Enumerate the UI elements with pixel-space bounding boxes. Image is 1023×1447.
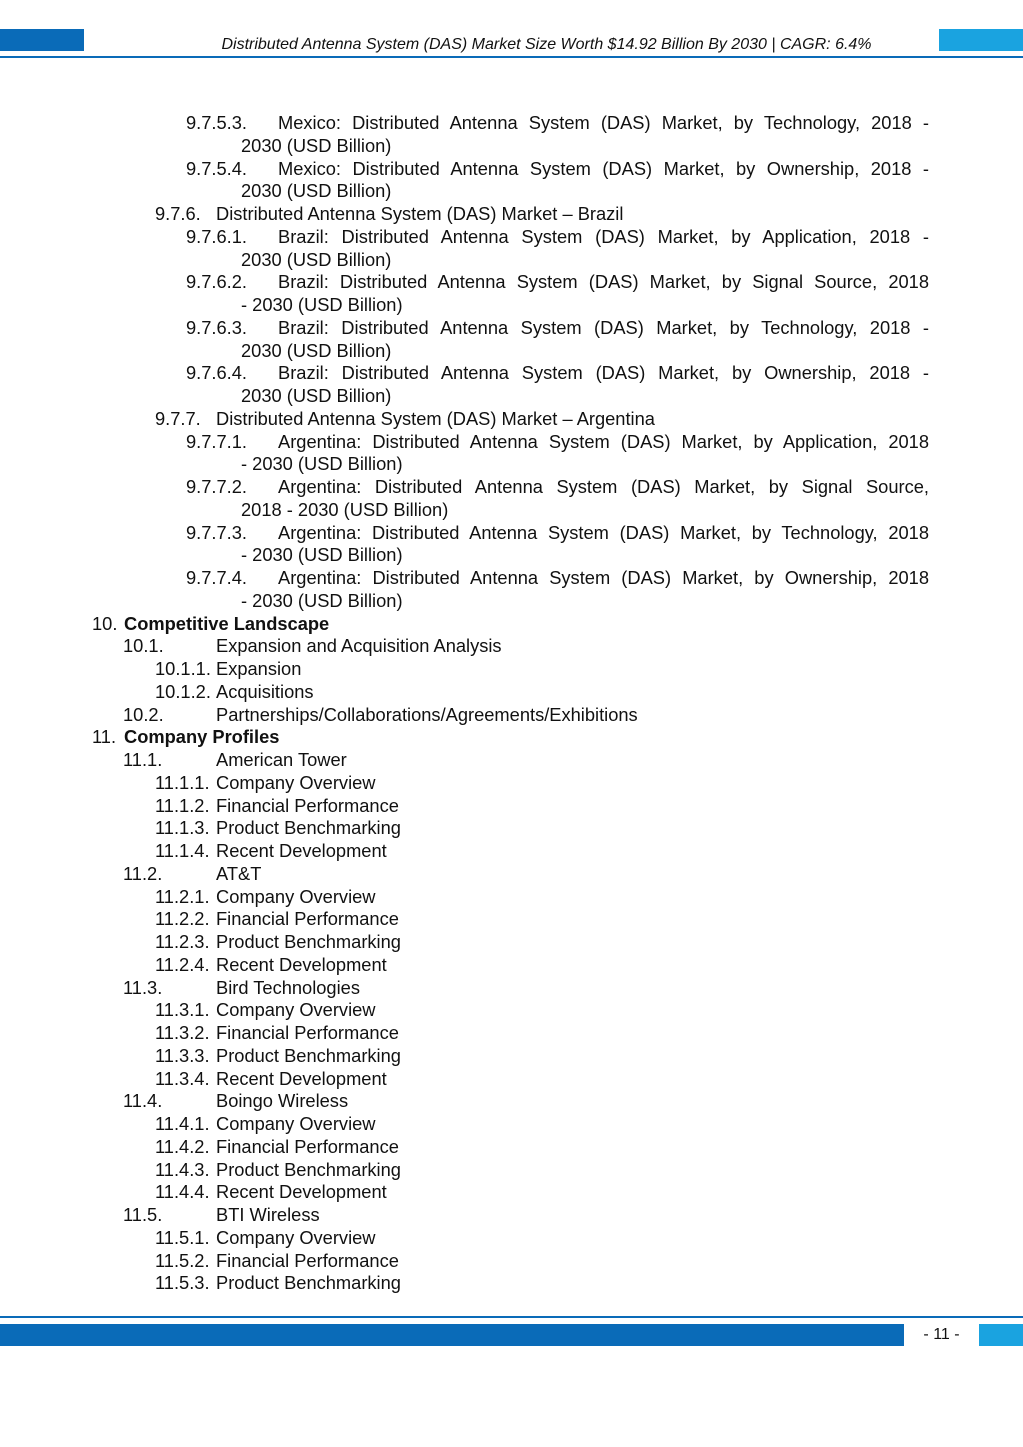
toc-entry-title: Argentina: Distributed Antenna System (DAS) Market, by Technology, 2018 [278, 521, 929, 543]
toc-entry [0, 362, 1023, 408]
toc-entry [0, 931, 1023, 954]
footer-bar [0, 1324, 904, 1346]
toc-entry-number: 9.7.6. [155, 203, 201, 224]
toc-entry [0, 431, 1023, 477]
toc-entry-title: Company Overview [216, 1113, 376, 1134]
toc-entry-number: 11. [92, 726, 117, 748]
toc-entry-title: Company Overview [216, 771, 376, 793]
toc-entry-title: Competitive Landscape [124, 612, 330, 634]
toc-entry-title: Partnerships/Collaborations/Agreements/Exhibitions [216, 703, 638, 725]
toc-entry-number: 11.4.2. [155, 1135, 210, 1157]
toc-entry [0, 408, 1023, 431]
toc-entry-number: 11.4.1. [155, 1113, 210, 1134]
header-accent-right [939, 29, 1023, 51]
toc-entry-title: Financial Performance [216, 1135, 399, 1157]
toc-entry [0, 749, 1023, 772]
toc-entry-number: 11.2. [123, 862, 163, 884]
toc-entry-title: Recent Development [216, 1067, 387, 1089]
toc-entry-title: Boingo Wireless [216, 1090, 349, 1112]
toc-entry-title: Financial Performance [216, 1249, 399, 1271]
toc-entry [0, 1136, 1023, 1159]
toc-entry-title: Argentina: Distributed Antenna System (DAS) Market, by Signal Source, [278, 476, 929, 497]
toc-entry-title: Company Overview [216, 1226, 376, 1248]
toc-entry-number: 9.7.7. [155, 407, 201, 429]
toc-entry-number: 9.7.7.1. [186, 430, 247, 452]
toc-entry [0, 567, 1023, 613]
toc-entry-title: Financial Performance [216, 908, 399, 930]
toc-entry-number: 11.1.3. [155, 817, 210, 839]
toc-entry-title: Product Benchmarking [216, 817, 401, 839]
toc-entry-title: Product Benchmarking [216, 1272, 401, 1294]
toc-entry-number: 9.7.7.4. [186, 567, 247, 588]
toc-entry [0, 203, 1023, 226]
toc-entry-title: Expansion and Acquisition Analysis [216, 635, 502, 657]
toc-entry [0, 158, 1023, 204]
toc-entry [0, 704, 1023, 727]
toc-entry-number: 11.4.4. [155, 1181, 210, 1203]
toc-entry-number: 9.7.7.3. [186, 521, 247, 543]
toc-entry-number: 11.3.1. [155, 999, 210, 1021]
toc-entry-number: 9.7.6.4. [186, 362, 247, 384]
toc-entry [0, 863, 1023, 886]
toc-entry-title: Recent Development [216, 1181, 387, 1203]
toc-entry [0, 954, 1023, 977]
toc-entry-title: Brazil: Distributed Antenna System (DAS) Market, by Ownership, 2018 - [278, 362, 929, 384]
toc-entry-title: Recent Development [216, 840, 387, 861]
toc-entry-number: 11.3.4. [155, 1067, 210, 1089]
toc-entry-number: 9.7.6.3. [186, 316, 247, 338]
toc-entry-title: Product Benchmarking [216, 931, 401, 952]
toc-entry-title: AT&T [216, 862, 262, 884]
footer-accent-right [979, 1324, 1023, 1346]
toc-entry-title: Brazil: Distributed Antenna System (DAS) Market, by Application, 2018 - [278, 225, 929, 247]
toc-entry-number: 10.1. [123, 635, 164, 657]
toc-entry-number: 11.2.1. [155, 885, 210, 907]
toc-entry-title: Brazil: Distributed Antenna System (DAS) Market, by Signal Source, 2018 [278, 271, 929, 293]
toc-entry-number: 11.1. [123, 749, 163, 770]
toc-entry [0, 977, 1023, 1000]
toc-entry [0, 840, 1023, 863]
toc-entry-number: 11.5.2. [155, 1249, 210, 1271]
toc-entry-title-continued: - 2030 (USD Billion) [241, 544, 403, 566]
toc-entry-title: Product Benchmarking [216, 1158, 401, 1180]
toc-entry-title: Company Profiles [124, 726, 280, 748]
toc-entry [0, 886, 1023, 909]
toc-entry-number: 11.2.4. [155, 953, 210, 975]
toc-entry-number: 11.5. [123, 1204, 163, 1225]
toc-entry [0, 1250, 1023, 1273]
toc-entry-title: Expansion [216, 658, 302, 679]
toc-entry-title: American Tower [216, 749, 347, 770]
toc-entry-title-continued: 2030 (USD Billion) [241, 134, 392, 156]
toc-entry [0, 271, 1023, 317]
toc-entry [0, 1022, 1023, 1045]
toc-entry-title: Company Overview [216, 999, 376, 1021]
toc-entry-number: 9.7.5.3. [186, 112, 247, 133]
toc-entry [0, 1159, 1023, 1182]
toc-entry [0, 726, 1023, 749]
toc-entry [0, 112, 1023, 158]
toc-entry [0, 908, 1023, 931]
toc-entry-number: 11.3.2. [155, 1022, 210, 1043]
toc-entry [0, 772, 1023, 795]
table-of-contents [0, 112, 1023, 1295]
toc-entry [0, 522, 1023, 568]
toc-entry [0, 1090, 1023, 1113]
toc-entry [0, 613, 1023, 636]
toc-entry-title: Mexico: Distributed Antenna System (DAS) Market, by Ownership, 2018 - [278, 157, 929, 179]
toc-entry-number: 9.7.7.2. [186, 476, 247, 497]
toc-entry-number: 9.7.6.2. [186, 271, 247, 293]
toc-entry [0, 1068, 1023, 1091]
toc-entry-number: 11.5.3. [155, 1272, 210, 1294]
toc-entry-title: Distributed Antenna System (DAS) Market – Brazil [216, 203, 624, 224]
toc-entry-number: 11.3. [123, 976, 163, 998]
toc-entry [0, 1204, 1023, 1227]
toc-entry-title: Recent Development [216, 953, 387, 975]
toc-entry-number: 10.2. [123, 703, 164, 725]
toc-entry-title-continued: 2018 - 2030 (USD Billion) [241, 498, 449, 520]
toc-entry [0, 1113, 1023, 1136]
toc-entry-number: 10. [92, 612, 118, 634]
toc-entry-title-continued: - 2030 (USD Billion) [241, 453, 403, 475]
toc-entry-title: Company Overview [216, 885, 376, 907]
toc-entry-title: Distributed Antenna System (DAS) Market – Argentina [216, 407, 655, 429]
toc-entry-number: 11.1.4. [155, 840, 210, 861]
toc-entry [0, 226, 1023, 272]
toc-entry-number: 11.3.3. [155, 1044, 210, 1066]
toc-entry-title-continued: - 2030 (USD Billion) [241, 589, 403, 611]
toc-entry-number: 9.7.6.1. [186, 225, 247, 247]
toc-entry-title: BTI Wireless [216, 1204, 320, 1225]
toc-entry-title: Brazil: Distributed Antenna System (DAS) Market, by Technology, 2018 - [278, 316, 929, 338]
toc-entry-number: 11.2.3. [155, 931, 210, 952]
toc-entry [0, 1181, 1023, 1204]
header-divider [0, 56, 1023, 58]
toc-entry-number: 11.1.2. [155, 794, 210, 816]
toc-entry [0, 1272, 1023, 1295]
toc-entry-number: 11.4.3. [155, 1158, 210, 1180]
toc-entry-title: Product Benchmarking [216, 1044, 401, 1066]
toc-entry-title-continued: 2030 (USD Billion) [241, 385, 392, 406]
toc-entry-title-continued: 2030 (USD Billion) [241, 339, 392, 361]
toc-entry-number: 11.5.1. [155, 1226, 210, 1248]
toc-entry-title: Bird Technologies [216, 976, 360, 998]
toc-entry-title: Argentina: Distributed Antenna System (DAS) Market, by Ownership, 2018 [278, 567, 929, 588]
toc-entry-number: 11.2.2. [155, 908, 210, 930]
toc-entry-number: 11.4. [123, 1090, 163, 1112]
toc-entry-title-continued: 2030 (USD Billion) [241, 180, 392, 202]
toc-entry-number: 10.1.1. [155, 658, 211, 679]
toc-entry [0, 817, 1023, 840]
toc-entry-number: 9.7.5.4. [186, 157, 247, 179]
toc-entry [0, 476, 1023, 522]
toc-entry-title: Mexico: Distributed Antenna System (DAS) Market, by Technology, 2018 - [278, 112, 929, 133]
toc-entry-title-continued: 2030 (USD Billion) [241, 248, 392, 270]
toc-entry [0, 658, 1023, 681]
toc-entry-title: Financial Performance [216, 794, 399, 816]
toc-entry-title: Financial Performance [216, 1022, 399, 1043]
toc-entry [0, 635, 1023, 658]
toc-entry [0, 681, 1023, 704]
toc-entry-number: 11.1.1. [155, 771, 210, 793]
footer-divider [0, 1316, 1023, 1318]
toc-entry [0, 1045, 1023, 1068]
toc-entry [0, 999, 1023, 1022]
toc-entry-title: Argentina: Distributed Antenna System (DAS) Market, by Application, 2018 [278, 430, 929, 452]
toc-entry-number: 10.1.2. [155, 680, 211, 702]
toc-entry [0, 317, 1023, 363]
page-number: - 11 - [923, 1326, 960, 1343]
toc-entry [0, 795, 1023, 818]
toc-entry-title-continued: - 2030 (USD Billion) [241, 294, 403, 315]
header-title: Distributed Antenna System (DAS) Market Size Worth $14.92 Billion By 2030 | CAGR: 6.4% [221, 36, 872, 53]
toc-entry [0, 1227, 1023, 1250]
toc-entry-title: Acquisitions [216, 680, 314, 702]
